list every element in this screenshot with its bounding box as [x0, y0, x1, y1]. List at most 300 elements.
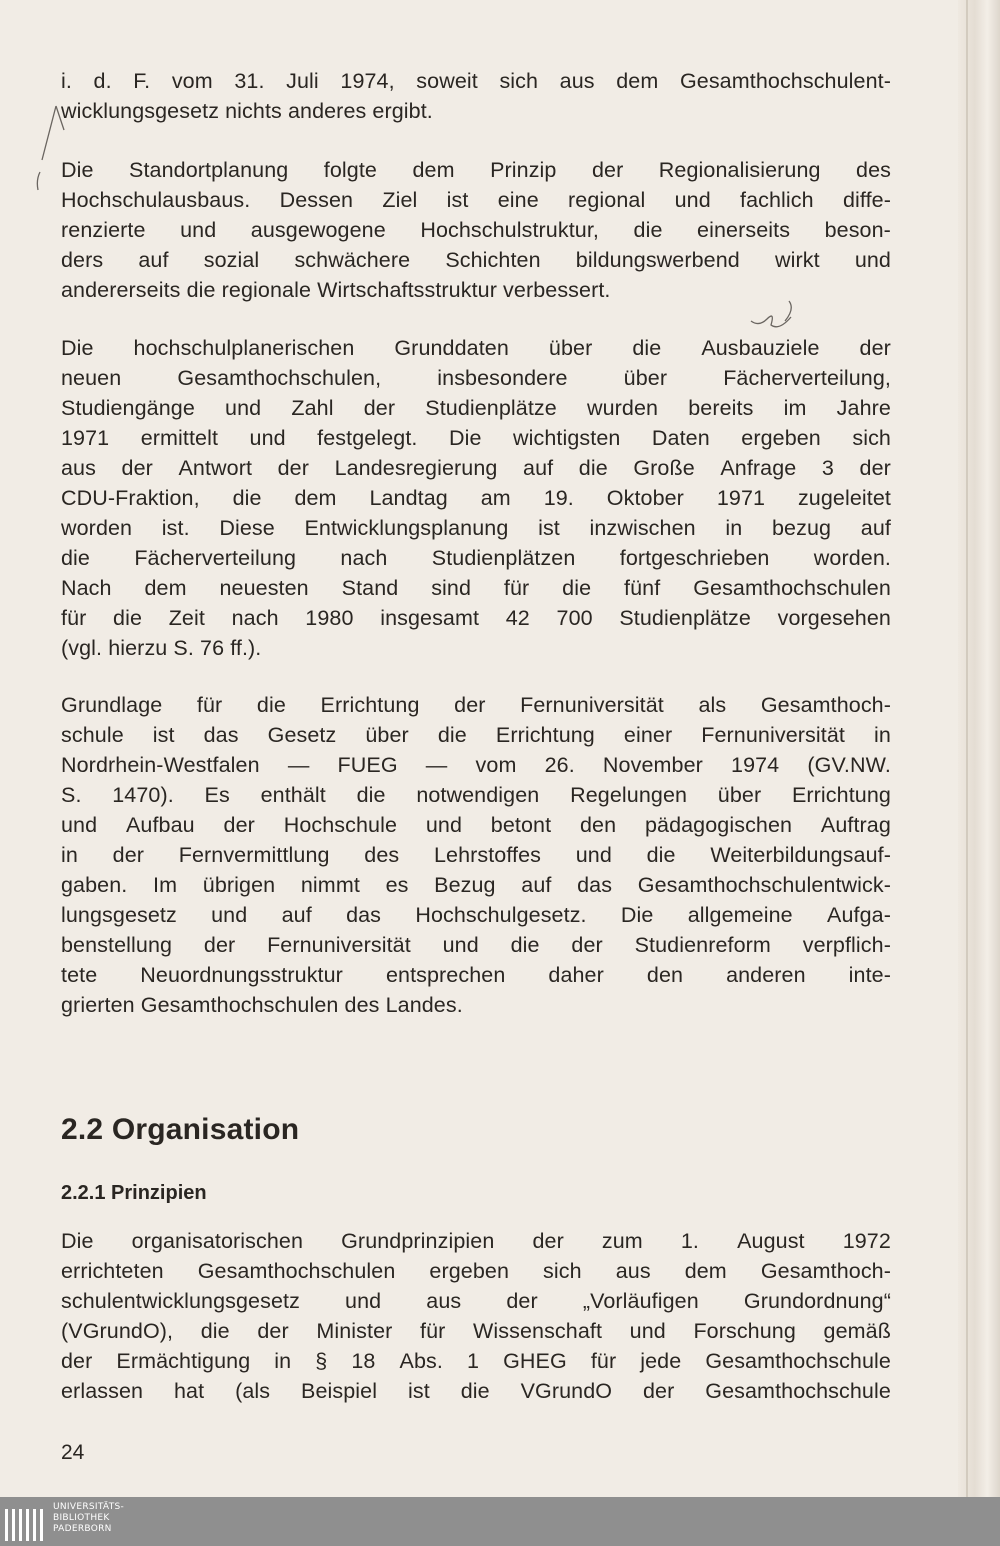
word: übrigen	[202, 873, 276, 897]
word: der	[571, 933, 603, 957]
word: einerseits	[697, 218, 791, 242]
word: Die	[448, 426, 482, 450]
word: ders	[61, 248, 104, 272]
word: 31.	[234, 69, 265, 93]
word: der	[203, 933, 236, 957]
word: aus	[61, 456, 96, 480]
word: vom	[171, 69, 213, 93]
word: Fernvermittlung	[178, 843, 330, 867]
word: Gesamthochschulentwick-	[637, 873, 891, 897]
word: die	[633, 218, 663, 242]
text-line	[61, 840, 891, 870]
word: Die	[61, 336, 94, 360]
word: ermittelt	[140, 426, 219, 450]
word: die	[356, 783, 386, 807]
word: Oktober	[606, 486, 684, 510]
word: Fernuniversität	[701, 723, 845, 747]
word: die	[113, 606, 143, 630]
word: die	[510, 933, 540, 957]
word: Grundprinzipien	[341, 1229, 495, 1253]
word: über	[548, 336, 593, 360]
word: Gesamthochschule	[705, 1349, 891, 1373]
word: 1980	[305, 606, 354, 630]
word: Schichten	[445, 248, 541, 272]
word: Regelungen	[570, 783, 688, 807]
word: Abs.	[399, 1349, 443, 1373]
word: Fernuniversität	[520, 693, 664, 717]
text-line	[61, 245, 891, 275]
word: das	[577, 873, 613, 897]
word: der	[121, 456, 153, 480]
word: erlassen	[61, 1379, 144, 1403]
word: den	[579, 813, 617, 837]
word: (GV.NW.	[807, 753, 891, 777]
word: inte-	[848, 963, 891, 987]
word: für	[503, 576, 530, 600]
word: Studienplätzen	[431, 546, 576, 570]
word: Ziel	[382, 188, 418, 212]
word: Prinzip	[490, 158, 557, 182]
text-line	[61, 603, 891, 633]
word: für	[196, 693, 223, 717]
word: Errichtung	[495, 723, 595, 747]
word: der	[859, 336, 891, 360]
word: und	[225, 396, 262, 420]
word: i.	[61, 69, 72, 93]
word: —	[425, 753, 448, 777]
text-line	[61, 363, 891, 393]
word: (als	[235, 1379, 271, 1403]
word: ist.	[161, 516, 190, 540]
word: regional	[568, 188, 646, 212]
word: Studienplätze	[619, 606, 751, 630]
word: der	[859, 456, 891, 480]
word: 700	[556, 606, 593, 630]
word: Gesamthochschule	[705, 1379, 891, 1403]
word: Hochschulstruktur,	[420, 218, 599, 242]
word: vom	[475, 753, 517, 777]
word: GHEG	[503, 1349, 567, 1373]
word: 42	[505, 606, 530, 630]
text-line	[61, 1256, 891, 1286]
word: enthält	[260, 783, 326, 807]
text-line	[61, 573, 891, 603]
word: —	[287, 753, 310, 777]
word: und	[674, 188, 711, 212]
word: für	[420, 1319, 446, 1343]
word: Studiengänge	[61, 396, 195, 420]
word: dem	[616, 69, 659, 93]
word: hochschulplanerischen	[133, 336, 355, 360]
word: neuen	[61, 366, 122, 390]
word: Forschung	[693, 1319, 796, 1343]
word: hat	[173, 1379, 205, 1403]
word: eine	[497, 188, 539, 212]
word: nimmt	[300, 873, 360, 897]
word: Fächerverteilung,	[723, 366, 891, 390]
subsection-title: 2.2.1 Prinzipien	[61, 1182, 207, 1204]
word: aus	[426, 1289, 462, 1313]
word: über	[717, 783, 762, 807]
word: allgemeine	[687, 903, 793, 927]
word: Diese	[219, 516, 275, 540]
paragraph-5	[61, 1226, 891, 1406]
text-line	[61, 543, 891, 573]
word: am	[480, 486, 511, 510]
word: der	[454, 693, 486, 717]
word: Anfrage	[720, 456, 797, 480]
text-line	[61, 720, 891, 750]
word: Beispiel	[301, 1379, 378, 1403]
word: als	[698, 693, 727, 717]
word: Gesamthoch-	[760, 693, 891, 717]
text-line	[61, 930, 891, 960]
word: das	[346, 903, 382, 927]
word: sich	[499, 69, 539, 93]
word: und	[180, 218, 217, 242]
word: wichtigsten	[512, 426, 621, 450]
word: errichteten	[61, 1259, 164, 1283]
word: Wissenschaft	[473, 1319, 603, 1343]
word: CDU-Fraktion,	[61, 486, 200, 510]
word: Neuordnungsstruktur	[140, 963, 343, 987]
text-line	[61, 155, 891, 185]
text-line	[61, 960, 891, 990]
word: betont	[490, 813, 552, 837]
text-line	[61, 1376, 891, 1406]
word: ergeben	[741, 426, 821, 450]
word: Juli	[286, 69, 319, 93]
word: worden	[61, 516, 133, 540]
word: Studienplätze	[425, 396, 557, 420]
word: dem	[412, 158, 455, 182]
paragraph-3	[61, 333, 891, 663]
word: dem	[294, 486, 337, 510]
word: Daten	[651, 426, 710, 450]
word: über	[623, 366, 668, 390]
word: in	[61, 843, 78, 867]
word: wurden	[586, 396, 659, 420]
word: der	[257, 1319, 289, 1343]
word: insbesondere	[437, 366, 568, 390]
word: Die	[620, 903, 654, 927]
word: Bezug	[434, 873, 496, 897]
word: der	[277, 456, 309, 480]
word: im	[783, 396, 807, 420]
paragraph-2	[61, 155, 891, 305]
word: Lehrstoffes	[433, 843, 542, 867]
word: des	[856, 158, 891, 182]
word: Im	[153, 873, 178, 897]
word: Nordrhein-Westfalen	[61, 753, 260, 777]
word: die	[562, 576, 592, 600]
word: Minister	[316, 1319, 393, 1343]
word: die	[61, 546, 90, 570]
word: und	[61, 813, 98, 837]
word: Errichtung	[791, 783, 891, 807]
word: Weiterbildungsauf-	[710, 843, 891, 867]
word: F.	[133, 69, 151, 93]
word: und	[249, 426, 286, 450]
word: Grundlage	[61, 693, 163, 717]
word: über	[365, 723, 409, 747]
text-line	[61, 810, 891, 840]
word: VGrundO	[520, 1379, 613, 1403]
word: bereits	[688, 396, 754, 420]
paragraph-4	[61, 690, 891, 1020]
word: 1974	[731, 753, 780, 777]
word: 19.	[543, 486, 574, 510]
word: sind	[431, 576, 472, 600]
word: 1470).	[112, 783, 174, 807]
word: auf	[860, 516, 891, 540]
word: in	[725, 516, 743, 540]
word: (VGrundO),	[61, 1319, 174, 1343]
word: Gesetz	[267, 723, 337, 747]
word: auf	[138, 248, 169, 272]
word: festgelegt.	[317, 426, 418, 450]
word: 1971	[716, 486, 766, 510]
word: die	[232, 486, 262, 510]
word: der	[363, 396, 396, 420]
word: auf	[521, 873, 552, 897]
text-line	[61, 66, 891, 96]
text-line	[61, 423, 891, 453]
text-line	[61, 870, 891, 900]
word: und	[629, 1319, 666, 1343]
word: Ermächtigung	[116, 1349, 251, 1373]
word: lungsgesetz	[61, 903, 177, 927]
text-line	[61, 1346, 891, 1376]
word: Gesamthochschulen	[197, 1259, 396, 1283]
word: Landesregierung	[334, 456, 498, 480]
word: Errichtung	[320, 693, 420, 717]
word: Gesamthochschulent-	[679, 69, 891, 93]
word: fünf	[624, 576, 661, 600]
word: entsprechen	[385, 963, 506, 987]
word: Aufbau	[125, 813, 195, 837]
word: organisatorischen	[131, 1229, 304, 1253]
word: fortgeschrieben	[619, 546, 770, 570]
word: Grunddaten	[394, 336, 509, 360]
word: für	[590, 1349, 617, 1373]
library-logo-icon	[4, 1501, 44, 1541]
word: bildungswerbend	[575, 248, 740, 272]
word: für	[61, 606, 87, 630]
word: daher	[548, 963, 604, 987]
word: der	[591, 158, 624, 182]
word: Landtag	[369, 486, 448, 510]
word: auf	[523, 456, 554, 480]
page-edge	[958, 0, 1000, 1497]
word: und	[425, 813, 462, 837]
section-title: 2.2 Organisation	[61, 1113, 300, 1146]
word: wirkt	[774, 248, 820, 272]
paragraph-1	[61, 66, 891, 126]
word: schule	[61, 723, 124, 747]
word: die	[632, 336, 662, 360]
library-logo-text	[53, 1502, 124, 1535]
word: 26.	[544, 753, 575, 777]
word: und	[854, 248, 891, 272]
word: die	[437, 723, 467, 747]
word: beson-	[824, 218, 891, 242]
word: Jahre	[836, 396, 891, 420]
text-line	[61, 453, 891, 483]
word: die	[646, 843, 676, 867]
word: sich	[543, 1259, 582, 1283]
word: §	[315, 1349, 328, 1373]
word: die	[200, 1319, 230, 1343]
word: Große	[633, 456, 695, 480]
word: ausgewogene	[250, 218, 386, 242]
word: des	[364, 843, 400, 867]
word: Die	[61, 1229, 94, 1253]
word: nach	[231, 606, 279, 630]
page-number: 24	[61, 1441, 85, 1464]
logo-line: PADERBORN	[53, 1524, 112, 1534]
word: notwendigen	[416, 783, 540, 807]
word: und	[442, 933, 479, 957]
word: schwächere	[294, 248, 411, 272]
word: gaben.	[61, 873, 128, 897]
text-line	[61, 215, 891, 245]
text-line	[61, 333, 891, 363]
text-line: andererseits die regionale Wirtschaftsstruktur verbessert.	[61, 278, 611, 302]
word: benstellung	[61, 933, 173, 957]
text-line	[61, 1286, 891, 1316]
word: diffe-	[842, 188, 891, 212]
library-footer-bar	[0, 1497, 1000, 1546]
word: schulentwicklungsgesetz	[61, 1289, 300, 1313]
text-line	[61, 185, 891, 215]
word: insgesamt	[380, 606, 480, 630]
text-line	[61, 750, 891, 780]
word: folgte	[323, 158, 377, 182]
text-line	[61, 513, 891, 543]
word: Dessen	[279, 188, 354, 212]
word: „Vorläufigen	[582, 1289, 699, 1313]
word: Gesamthochschulen	[693, 576, 891, 600]
word: Gesamthoch-	[760, 1259, 891, 1283]
word: dem	[684, 1259, 727, 1283]
word: die	[256, 693, 286, 717]
text-line: (vgl. hierzu S. 76 ff.).	[61, 636, 262, 660]
word: Gesamthochschulen,	[177, 366, 382, 390]
text-line	[61, 690, 891, 720]
word: der	[643, 1379, 675, 1403]
word: ist	[446, 188, 469, 212]
word: ergeben	[429, 1259, 510, 1283]
text-line	[61, 900, 891, 930]
word: zum	[601, 1229, 643, 1253]
word: Grundordnung“	[743, 1289, 891, 1313]
word: 1	[466, 1349, 480, 1373]
word: der	[223, 813, 255, 837]
word: die	[578, 456, 608, 480]
word: den	[646, 963, 684, 987]
word: der	[506, 1289, 538, 1313]
word: Fernuniversität	[267, 933, 411, 957]
word: November	[602, 753, 703, 777]
word: das	[203, 723, 239, 747]
word: Es	[204, 783, 230, 807]
word: 1972	[842, 1229, 891, 1253]
word: einer	[623, 723, 673, 747]
word: anderen	[726, 963, 806, 987]
logo-line: BIBLIOTHEK	[53, 1513, 110, 1523]
logo-line: UNIVERSITÄTS-	[53, 1502, 125, 1512]
text-line	[61, 483, 891, 513]
word: es	[385, 873, 409, 897]
word: neuesten	[219, 576, 309, 600]
word: und	[345, 1289, 382, 1313]
word: in	[274, 1349, 292, 1373]
word: bezug	[772, 516, 832, 540]
word: aus	[615, 1259, 651, 1283]
word: Hochschulausbaus.	[61, 188, 251, 212]
word: FUEG	[337, 753, 398, 777]
word: pädagogischen	[644, 813, 793, 837]
word: 18	[351, 1349, 376, 1373]
text-line	[61, 1226, 891, 1256]
word: soweit	[416, 69, 478, 93]
word: dem	[144, 576, 187, 600]
word: aus	[559, 69, 595, 93]
word: Hochschulgesetz.	[415, 903, 587, 927]
word: Auftrag	[820, 813, 891, 837]
word: 1971	[61, 426, 110, 450]
text-line: grierten Gesamthochschulen des Landes.	[61, 993, 463, 1017]
word: worden.	[813, 546, 891, 570]
word: August	[737, 1229, 805, 1253]
text-line	[61, 780, 891, 810]
word: verpflich-	[802, 933, 891, 957]
word: tete	[61, 963, 98, 987]
word: Entwicklungsplanung	[304, 516, 509, 540]
word: Zahl	[291, 396, 334, 420]
word: der	[112, 843, 145, 867]
word: Hochschule	[283, 813, 398, 837]
word: fachlich	[740, 188, 814, 212]
word: sich	[852, 426, 891, 450]
word: jede	[640, 1349, 682, 1373]
text-line	[61, 1316, 891, 1346]
word: ist	[152, 723, 175, 747]
word: S.	[61, 783, 82, 807]
word: Studienreform	[634, 933, 771, 957]
word: renzierte	[61, 218, 146, 242]
word: auf	[281, 903, 312, 927]
word: Die	[61, 158, 94, 182]
text-line: wicklungsgesetz nichts anderes ergibt.	[61, 99, 433, 123]
word: inzwischen	[589, 516, 696, 540]
word: in	[873, 723, 891, 747]
word: die	[460, 1379, 490, 1403]
word: und	[575, 843, 612, 867]
word: Antwort	[178, 456, 253, 480]
word: ist	[538, 516, 560, 540]
word: nach	[340, 546, 388, 570]
word: und	[211, 903, 248, 927]
word: zugeleitet	[797, 486, 891, 510]
word: Stand	[341, 576, 399, 600]
word: 3	[821, 456, 834, 480]
word: Ausbauziele	[701, 336, 820, 360]
word: Fächerverteilung	[134, 546, 297, 570]
word: gemäß	[823, 1319, 891, 1343]
word: Regionalisierung	[658, 158, 821, 182]
